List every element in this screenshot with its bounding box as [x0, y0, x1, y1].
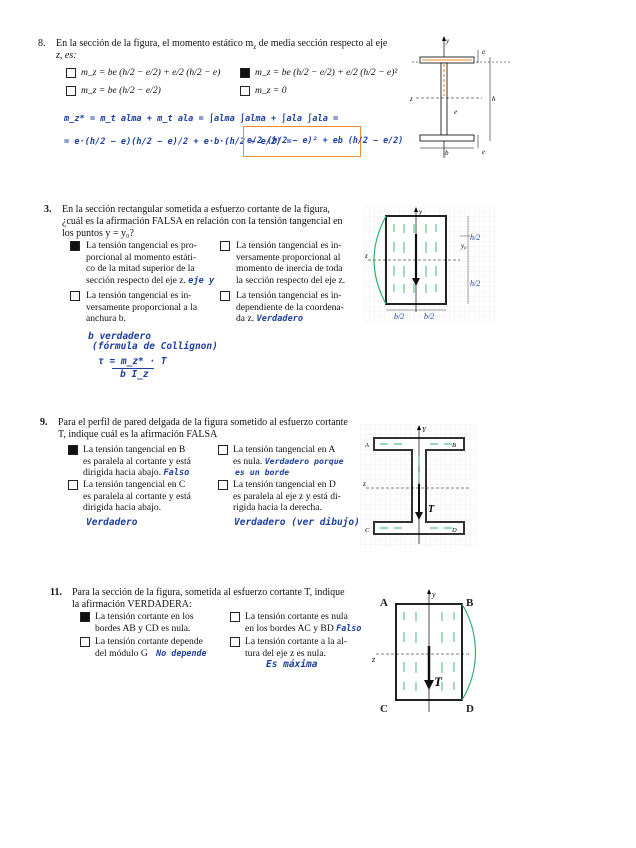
q3-fig-b2-right: b/2: [424, 312, 435, 321]
q11-fig-distribution-curve: [462, 604, 476, 700]
q9-figure: [360, 424, 478, 548]
q8-text-line1: En la sección de la figura, el momento estático $m_z$ de media sección respecto al eje: [56, 38, 388, 51]
q9-option-2-handwritten: Verdadero porque: [264, 455, 344, 466]
q3-option-4-checkbox[interactable]: [220, 291, 230, 301]
q9-fig-T-label: T: [428, 504, 435, 515]
q9-fig-C-label: C: [365, 527, 370, 534]
q8-figure: [412, 36, 512, 160]
q8-fig-z-label: z: [410, 95, 413, 103]
q8-handwritten-boxed: e/2 (h/2 − e)² + eb (h/2 − e/2): [247, 135, 404, 145]
q11-fig-D-label: D: [466, 703, 474, 715]
q8-fig-bottom-flange: [420, 135, 474, 141]
q3-text-line2: ¿cuál es la afirmación FALSA en relación con la tensión tangencial en: [62, 216, 343, 227]
q8-fig-y-label: y: [446, 37, 450, 45]
q9-fig-z-label: z: [363, 480, 366, 488]
q8-option-4-label: m_z = 0: [255, 85, 287, 96]
q9-option-1-label: La tensión tangencial en B es paralela al cortante y está dirigida hacia abajo. Falso: [83, 444, 191, 479]
q11-option-1-label: La tensión cortante en los bordes AB y CD es nula.: [95, 611, 194, 634]
q9-fig-y-label: Y: [422, 426, 426, 434]
q11-option-4-handwritten: Es máxima: [266, 659, 318, 670]
q8-fig-e-label-web: e: [454, 108, 458, 116]
q9-option-1-handwritten: Falso: [163, 468, 190, 479]
q3-text-line3: los puntos y = y₀?: [62, 228, 134, 239]
q8-text-line2: z, es:: [56, 50, 77, 61]
q3-option-2-checkbox[interactable]: [220, 241, 230, 251]
q11-option-4-label: La tensión cortante a la al- tura del eje z es nula.: [245, 636, 348, 659]
q3-option-1-handwritten: eje y: [188, 275, 215, 286]
q8-fig-web: [441, 63, 447, 135]
q11-fig-C-label: C: [380, 703, 388, 715]
q9-option-3-label: La tensión tangencial en C es paralela al cortante y está dirigida hacia abajo.: [83, 479, 191, 514]
q11-text-line1: Para la sección de la figura, sometida al esfuerzo cortante T, indique: [72, 587, 345, 598]
q3-fig-y-label: y: [419, 208, 423, 216]
q9-text-line1: Para el perfil de pared delgada de la figura sometido al esfuerzo cortante: [58, 417, 348, 428]
q9-handwritten-left: Verdadero: [86, 517, 138, 528]
q9-fig-D-label: D: [452, 527, 457, 534]
q9-fig-A-label: A: [365, 442, 369, 449]
q3-number: 3.: [44, 204, 52, 215]
q9-handwritten-right: Verdadero (ver dibujo): [234, 517, 360, 528]
q8-number: 8.: [38, 38, 46, 49]
q3-option-3-checkbox[interactable]: [70, 291, 80, 301]
q11-fig-y-arrow: [427, 589, 431, 594]
q3-fig-z-label: z: [365, 252, 368, 260]
q9-option-2-label: La tensión tangencial en A es nula. Verdadero porque es un borde: [233, 444, 363, 479]
q3-fig-h2-top: h/2: [470, 233, 481, 242]
q3-handwritten-note2: (fórmula de Collignon): [92, 341, 218, 352]
q8-option-4-checkbox[interactable]: [240, 86, 250, 96]
q9-option-2-checkbox[interactable]: [218, 445, 228, 455]
q8-handwritten-line2: = e·(h/2 − e)(h/2 − e)/2 + e·b·(h/2 − e/2) =: [64, 137, 292, 147]
q3-text-line1: En la sección rectangular sometida a esfuerzo cortante de la figura,: [62, 204, 330, 215]
q3-figure: [364, 206, 504, 322]
q8-option-2-label: m_z = be (h/2 − e/2) + e/2 (h/2 − e)²: [255, 67, 398, 78]
q11-fig-y-label: y: [432, 590, 436, 599]
q8-fig-e-label-bottom: e: [482, 148, 486, 156]
q11-option-3-checkbox[interactable]: [80, 637, 90, 647]
q11-fig-z-label: z: [372, 655, 376, 664]
q8-fig-e-label-top: e: [482, 48, 486, 56]
q3-handwritten-formula-top: τ = m_z* · T: [98, 356, 167, 367]
q3-option-1-checkbox[interactable]: [70, 241, 80, 251]
q8-option-3-checkbox[interactable]: [66, 86, 76, 96]
q9-option-3-checkbox[interactable]: [68, 480, 78, 490]
q9-fig-B-label: B: [452, 442, 456, 449]
q11-figure: [370, 588, 496, 716]
q9-number: 9.: [40, 417, 48, 428]
q3-option-4-label: La tensión tangencial es in- dependiente de la coordena- da z. Verdadero: [236, 290, 344, 325]
q3-fig-h2-bottom: h/2: [470, 279, 481, 288]
q8-answer-box: [243, 126, 404, 157]
q9-option-2-handwritten-2: es un borde: [235, 467, 290, 478]
q3-option-1-label: La tensión tangencial es pro- porcional al momento estáti- co de la mitad superior de la sección respecto del eje z. eje y: [86, 240, 215, 286]
q11-fig-T-label: T: [434, 674, 442, 689]
q9-option-4-checkbox[interactable]: [218, 480, 228, 490]
q11-fig-B-label: B: [466, 597, 474, 609]
q3-option-3-label: La tensión tangencial es in- versamente proporcional a la anchura b.: [86, 290, 198, 325]
q3-handwritten-formula-bottom: b I_z: [120, 369, 149, 380]
q11-number: 11.: [50, 587, 62, 598]
q11-option-2-label: La tensión cortante es nula en los bordes AC y BD Falso: [245, 611, 362, 634]
q8-option-1-checkbox[interactable]: [66, 68, 76, 78]
q3-option-2-label: La tensión tangencial es in- versamente proporcional al momento de inercia de toda la sección respecto del eje z.: [236, 240, 346, 286]
q11-option-2-checkbox[interactable]: [230, 612, 240, 622]
q8-handwritten-line1: m_z* = m_t alma + m_t ala = ∫alma ∫alma + ∫ala ∫ala =: [64, 114, 339, 124]
q11-option-4-checkbox[interactable]: [230, 637, 240, 647]
q8-option-2-checkbox[interactable]: [240, 68, 250, 78]
q9-text-line2: T, indique cuál es la afirmación FALSA: [58, 429, 218, 440]
q3-handwritten-note1: b verdadero: [88, 331, 151, 342]
q8-option-3-label: m_z = be (h/2 − e/2): [81, 85, 161, 96]
q3-fig-y0-label: y₀: [461, 242, 467, 250]
q8-fig-h-label: h: [492, 95, 496, 103]
q8-option-1-label: m_z = be (h/2 − e/2) + e/2 (h/2 − e): [81, 67, 221, 78]
q11-text-line2: la afirmación VERDADERA:: [72, 599, 192, 610]
q11-option-3-label: La tensión cortante depende del módulo G No depende: [95, 636, 207, 659]
q11-fig-A-label: A: [380, 597, 388, 609]
q11-option-1-checkbox[interactable]: [80, 612, 90, 622]
q8-fig-b-label: b: [445, 149, 449, 157]
q3-fig-b2-left: b/2: [394, 312, 405, 321]
q3-option-4-handwritten: Verdadero: [256, 314, 304, 325]
q11-option-2-handwritten: Falso: [336, 622, 362, 633]
q9-option-1-checkbox[interactable]: [68, 445, 78, 455]
q9-option-4-label: La tensión tangencial en D es paralela al eje z y está di- rigida hacia la derecha.: [233, 479, 341, 514]
q11-option-3-handwritten: No depende: [156, 647, 207, 658]
